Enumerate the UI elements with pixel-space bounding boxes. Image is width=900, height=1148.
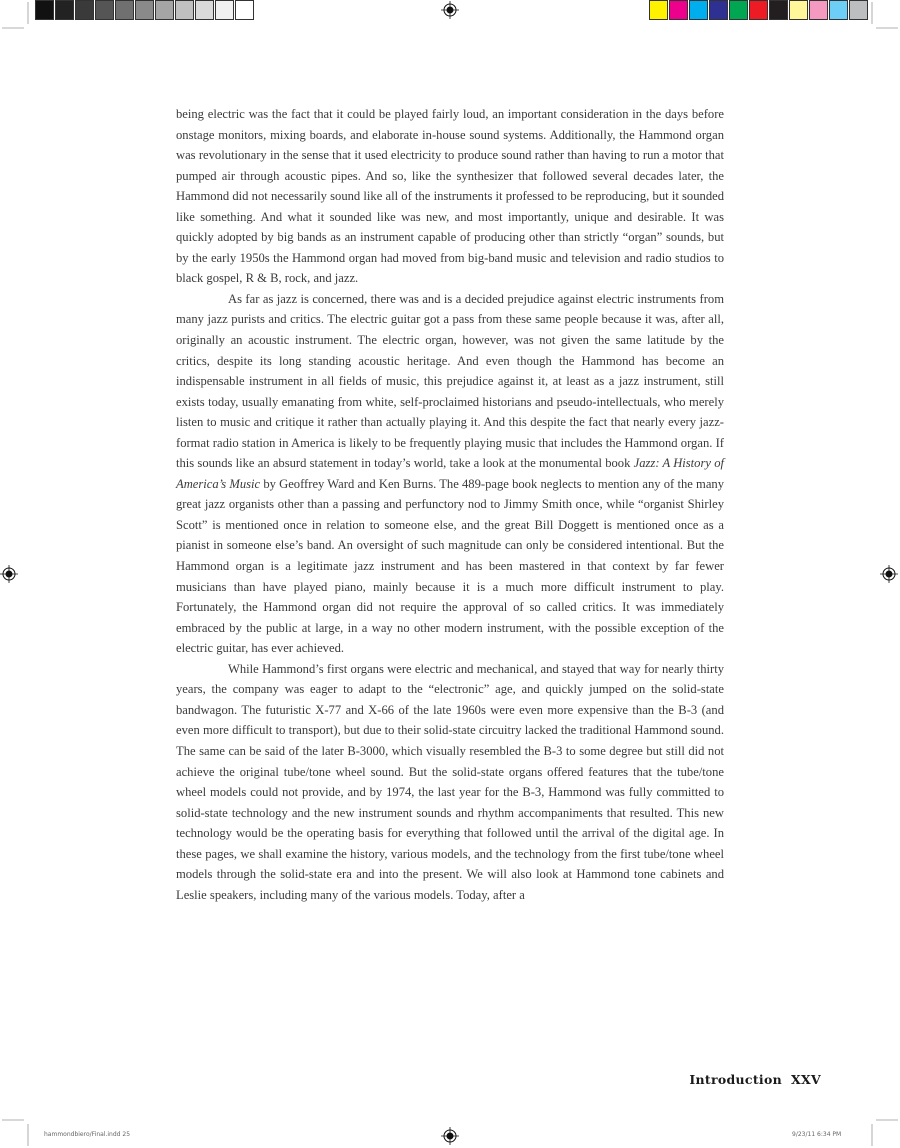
slug-date-info: 9/23/11 6:34 PM bbox=[792, 1131, 842, 1138]
gray-swatch-7 bbox=[155, 0, 174, 20]
color-swatch-11 bbox=[849, 0, 868, 20]
gray-swatch-6 bbox=[135, 0, 154, 20]
gray-swatch-1 bbox=[35, 0, 54, 20]
color-swatch-9 bbox=[809, 0, 828, 20]
gray-swatch-10 bbox=[215, 0, 234, 20]
gray-swatch-2 bbox=[55, 0, 74, 20]
gray-swatch-8 bbox=[175, 0, 194, 20]
gray-swatch-9 bbox=[195, 0, 214, 20]
color-swatch-1 bbox=[649, 0, 668, 20]
color-swatch-6 bbox=[749, 0, 768, 20]
slug-file-info: hammondbiero/Final.indd 25 bbox=[44, 1131, 131, 1138]
gray-swatch-5 bbox=[115, 0, 134, 20]
running-footer bbox=[689, 1072, 821, 1087]
color-swatch-10 bbox=[829, 0, 848, 20]
grayscale-color-bar bbox=[35, 0, 255, 20]
process-color-bar bbox=[649, 0, 869, 20]
paragraph-2-end: by Geoffrey Ward and Ken Burns. The 489-page book neglects to mention any of the many great jazz organists other than a passing and perfunctory nod to Jimmy Smith once, while “organist Shirley Scott” is mentioned once in relation to someone else, and the great Bill Doggett is mentioned once as a pianist in someone else’s band. An oversight of such magnitude can only be considered intentional. But the Hammond organ is a legitimate jazz instrument and has been mastered in that context by far fewer musicians than have played piano, mainly because it is a much more difficult instrument to play. Fortunately, the Hammond organ did not require the approval of so called critics. It was immediately embraced by the public at large, in a way no other modern instrument, with the possible exception of the electric guitar, has ever achieved. bbox=[176, 476, 725, 656]
gray-swatch-4 bbox=[95, 0, 114, 20]
crop-mark-top-left-icon bbox=[2, 2, 32, 32]
paragraph-2-start: As far as jazz is concerned, there was and is a decided prejudice against electric instruments from many jazz purists and critics. The electric guitar got a pass from these same people because it was, after all, originally an acoustic instrument. The electric organ, however, was not given the same latitude by the critics, despite its long standing acoustic heritage. And even though the Hammond has become an indispensable instrument in all fields of music, this prejudice against it, at least as a jazz instrument, still exists today, usually emanating from white, self-proclaimed historians and pseudo-intellectuals, who merely listen to music and critique it rather than actually playing it. And this despite the fact that nearly every jazz-format radio station in America is likely to be frequently playing music that includes the Hammond organ. If this sounds like an absurd statement in today’s world, take a look at the monumental book bbox=[176, 291, 724, 471]
section-title: Introduction bbox=[689, 1072, 782, 1087]
crop-mark-bottom-left-icon bbox=[2, 1116, 32, 1146]
registration-mark-right-icon bbox=[880, 565, 898, 583]
paragraph-1: being electric was the fact that it could be played fairly loud, an important consideration in the days before onstage monitors, mixing boards, and elaborate in-house sound systems. Additionally, the Hammond organ was revolutionary in the sense that it used electricity to produce sound rather than having to run a motor that pumped air through acoustic pipes. And so, like the synthesizer that followed several decades later, the Hammond did not necessarily sound like all of the instruments it professed to be reproducing, but it sounded like something. And what it sounded like was new, and most importantly, unique and desirable. It was quickly adopted by big bands as an instrument capable of producing other than strictly “organ” sounds, but by the early 1950s the Hammond organ had moved from big-band music and television and radio studios to black gospel, R & B, rock, and jazz. bbox=[176, 107, 724, 286]
paragraph-2 bbox=[176, 289, 724, 659]
paragraph-3: While Hammond’s first organs were electric and mechanical, and stayed that way for nearly thirty years, the company was eager to adapt to the “electronic” age, and quickly jumped on the solid-state bandwagon. The futuristic X-77 and X-66 of the late 1960s were even more expensive than the B-3 (and even more difficult to transport), but due to their solid-state circuitry lacked the traditional Hammond sound. The same can be said of the later B-3000, which visually resembled the B-3 to some degree but still did not achieve the original tube/tone wheel sound. But the solid-state organs offered features that the tube/tone wheel models could not provide, and by 1974, the last year for the B-3, Hammond was fully committed to solid-state technology and the new instrument sounds and rhythm accompaniments that resulted. This new technology would be the operating basis for everything that followed until the arrival of the digital age. In these pages, we shall examine the history, various models, and the technology from the first tube/tone wheel models through the solid-state era and into the present. We will also look at Hammond tone cabinets and Leslie speakers, including many of the various models. Today, after a bbox=[176, 661, 724, 902]
color-swatch-5 bbox=[729, 0, 748, 20]
gray-swatch-11 bbox=[235, 0, 254, 20]
page-number: XXV bbox=[791, 1072, 821, 1087]
book-title: Jazz: A History of America’s Music bbox=[176, 456, 724, 491]
gray-swatch-3 bbox=[75, 0, 94, 20]
crop-mark-bottom-right-icon bbox=[868, 1116, 898, 1146]
crop-mark-top-right-icon bbox=[868, 2, 898, 32]
registration-mark-bottom-icon bbox=[441, 1127, 459, 1145]
color-swatch-2 bbox=[669, 0, 688, 20]
body-text bbox=[176, 104, 724, 905]
registration-mark-left-icon bbox=[0, 565, 18, 583]
color-swatch-8 bbox=[789, 0, 808, 20]
color-swatch-4 bbox=[709, 0, 728, 20]
color-swatch-3 bbox=[689, 0, 708, 20]
registration-mark-top-icon bbox=[441, 1, 459, 19]
color-swatch-7 bbox=[769, 0, 788, 20]
